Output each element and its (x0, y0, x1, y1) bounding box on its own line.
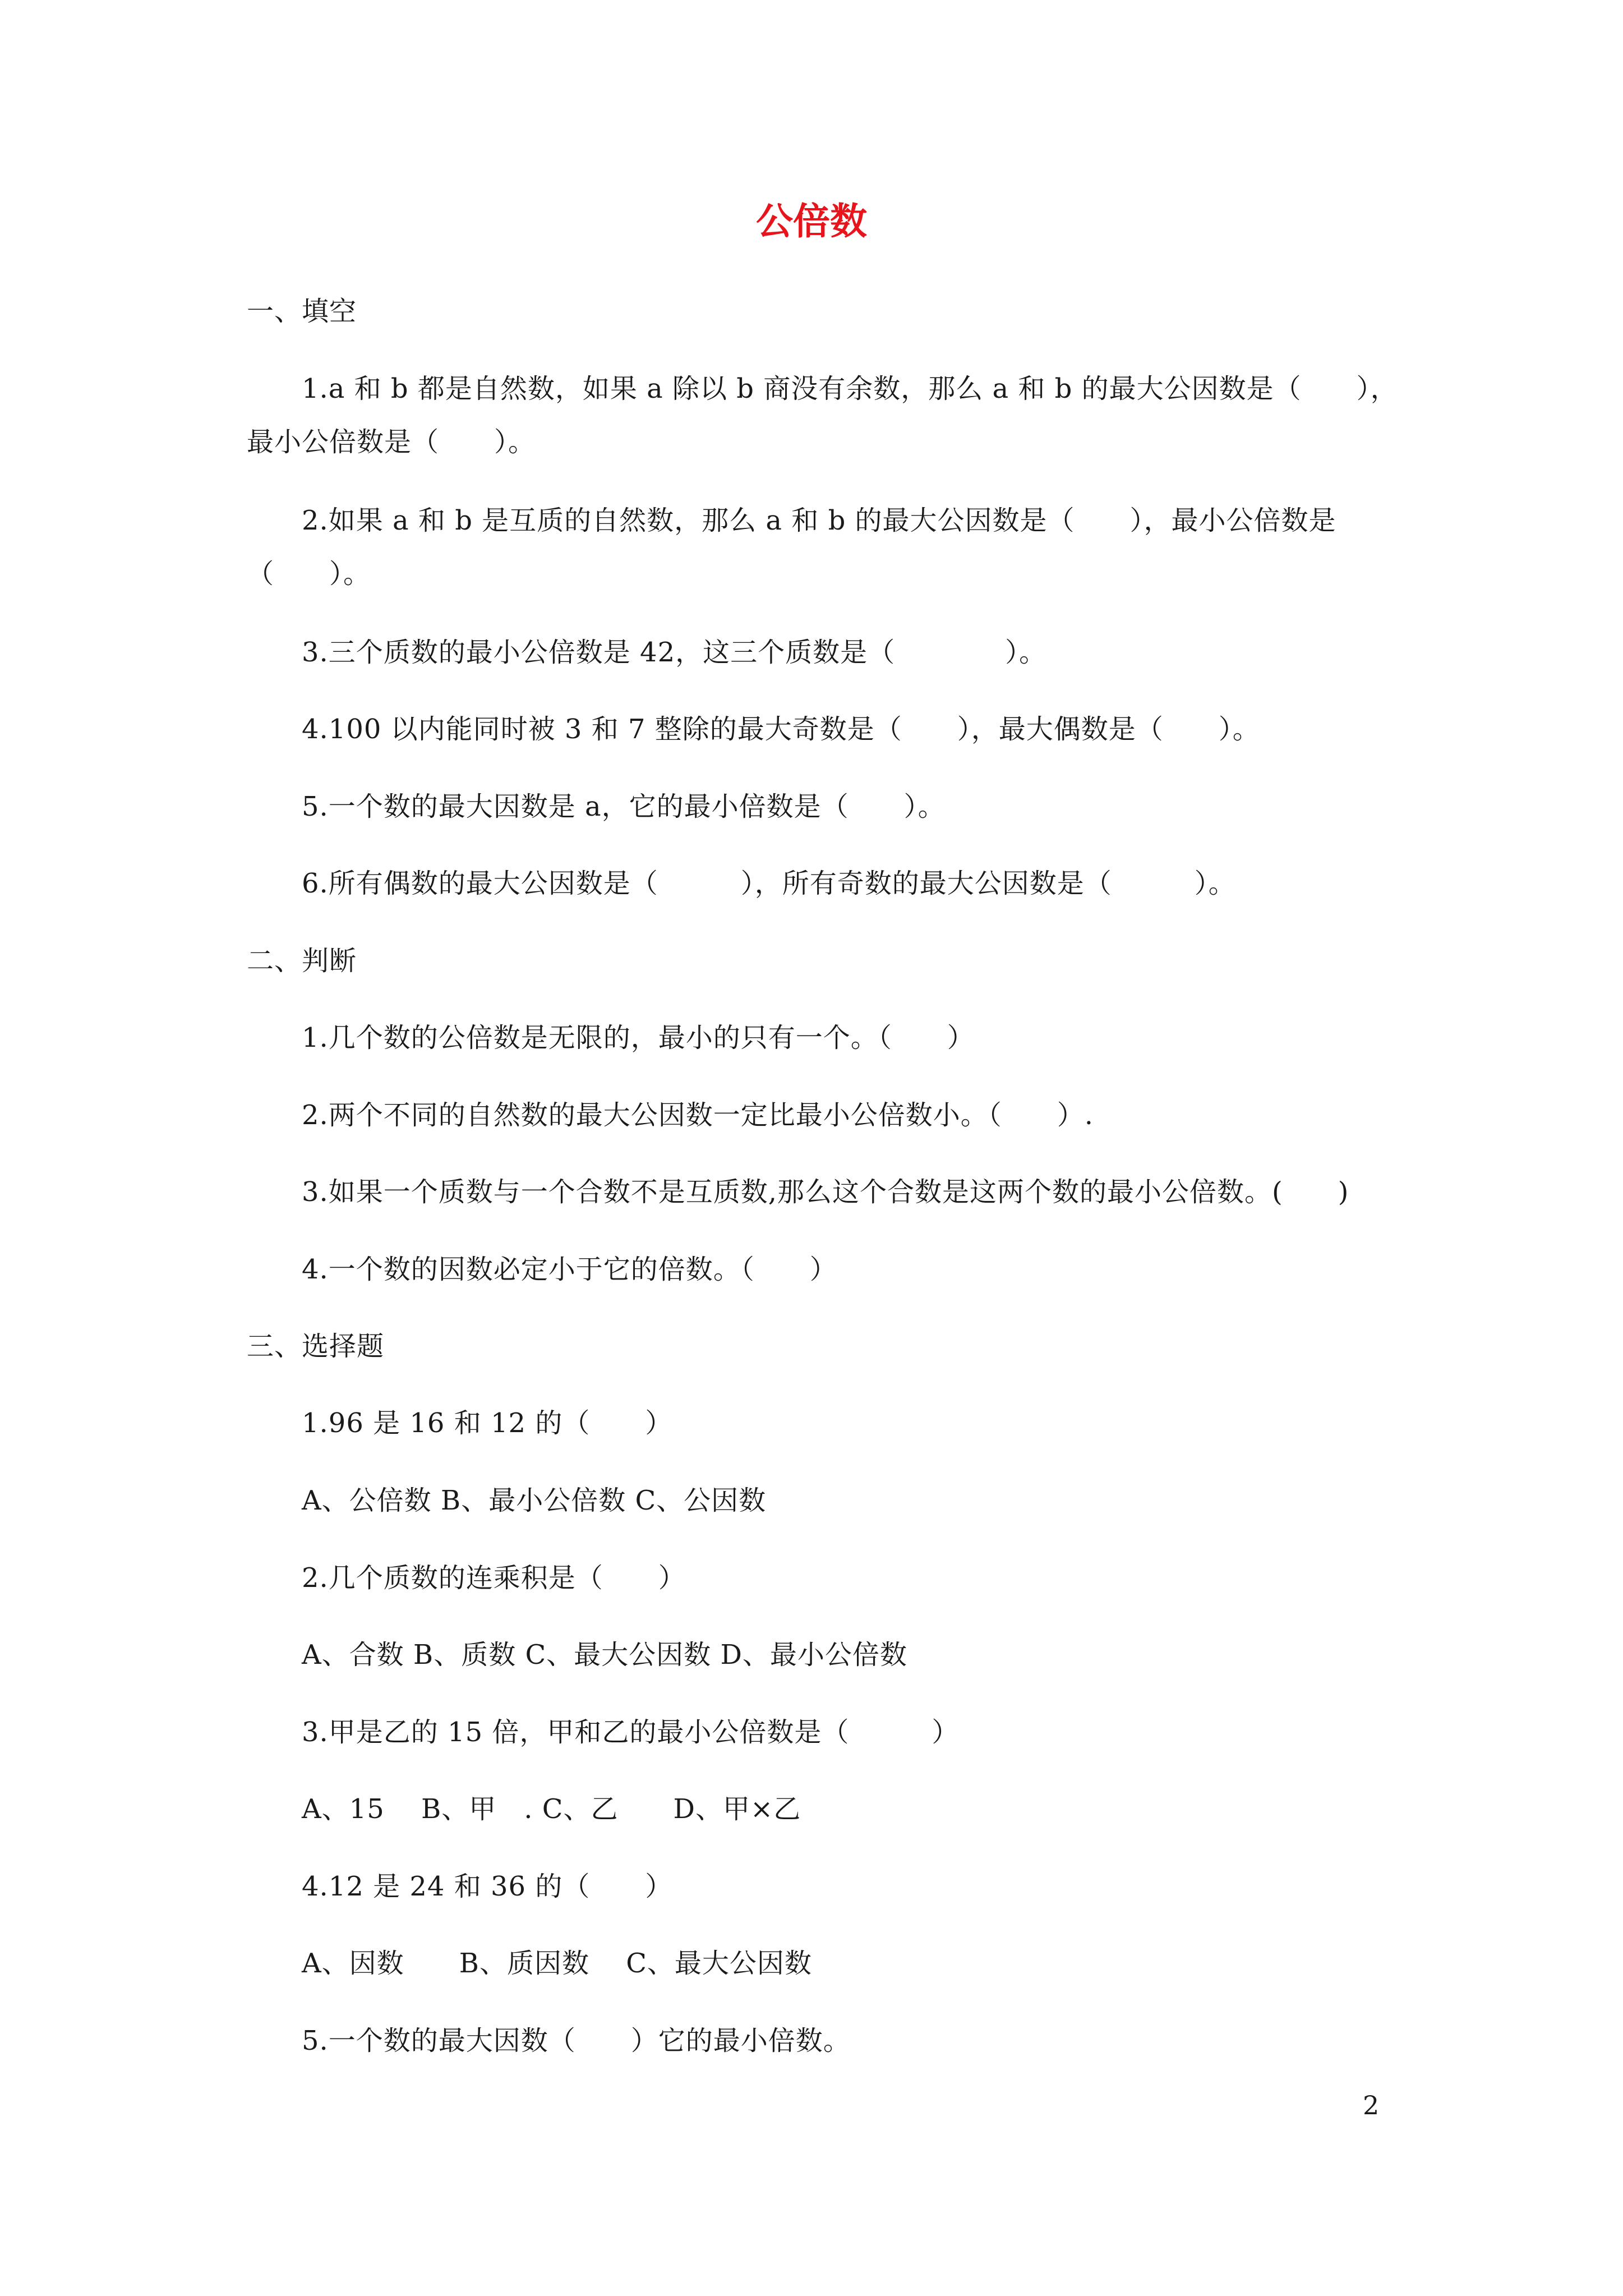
page-title: 公倍数 (756, 200, 867, 243)
judge-q4: 4.一个数的因数必定小于它的倍数。（ ） (302, 1254, 837, 1285)
section-heading-choice: 三、选择题 (247, 1331, 385, 1362)
fill-q2-line1: 2.如果 a 和 b 是互质的自然数，那么 a 和 b 的最大公因数是（ ），最小公倍数是 (302, 505, 1336, 536)
section-heading-fill-in: 一、填空 (247, 296, 357, 327)
choice-q1-options: A、公倍数 B、最小公倍数 C、公因数 (302, 1485, 767, 1516)
judge-q1: 1.几个数的公倍数是无限的，最小的只有一个。（ ） (302, 1022, 975, 1053)
fill-q1-line1: 1.a 和 b 都是自然数，如果 a 除以 b 商没有余数，那么 a 和 b 的最大公因数是（ ）， (302, 373, 1398, 404)
judge-q3: 3.如果一个质数与一个合数不是互质数,那么这个合数是这两个数的最小公倍数。( ) (302, 1176, 1349, 1208)
choice-q4-options: A、因数 B、质因数 C、最大公因数 (302, 1948, 812, 1979)
choice-q1: 1.96 是 16 和 12 的（ ） (302, 1407, 673, 1439)
judge-q2: 2.两个不同的自然数的最大公因数一定比最小公倍数小。（ ）. (302, 1099, 1094, 1131)
choice-q2-options: A、合数 B、质数 C、最大公因数 D、最小公倍数 (302, 1639, 907, 1671)
fill-q6: 6.所有偶数的最大公因数是（ ），所有奇数的最大公因数是（ ）。 (302, 868, 1236, 899)
fill-q2-line2: （ ）。 (247, 558, 371, 590)
choice-q4: 4.12 是 24 和 36 的（ ） (302, 1871, 673, 1902)
section-heading-judge: 二、判断 (247, 945, 357, 977)
fill-q1-line2: 最小公倍数是（ ）。 (247, 426, 536, 458)
fill-q5: 5.一个数的最大因数是 a，它的最小倍数是（ ）。 (302, 791, 946, 822)
fill-q3: 3.三个质数的最小公倍数是 42，这三个质数是（ ）。 (302, 637, 1047, 668)
choice-q3: 3.甲是乙的 15 倍，甲和乙的最小公倍数是（ ） (302, 1717, 960, 1748)
fill-q4: 4.100 以内能同时被 3 和 7 整除的最大奇数是（ ），最大偶数是（ ）。 (302, 714, 1260, 745)
page-number: 2 (1363, 2090, 1380, 2120)
choice-q3-options: A、15 B、甲 . C、乙 D、甲×乙 (302, 1793, 801, 1825)
choice-q2: 2.几个质数的连乘积是（ ） (302, 1562, 686, 1594)
choice-q5: 5.一个数的最大因数（ ）它的最小倍数。 (302, 2025, 851, 2056)
